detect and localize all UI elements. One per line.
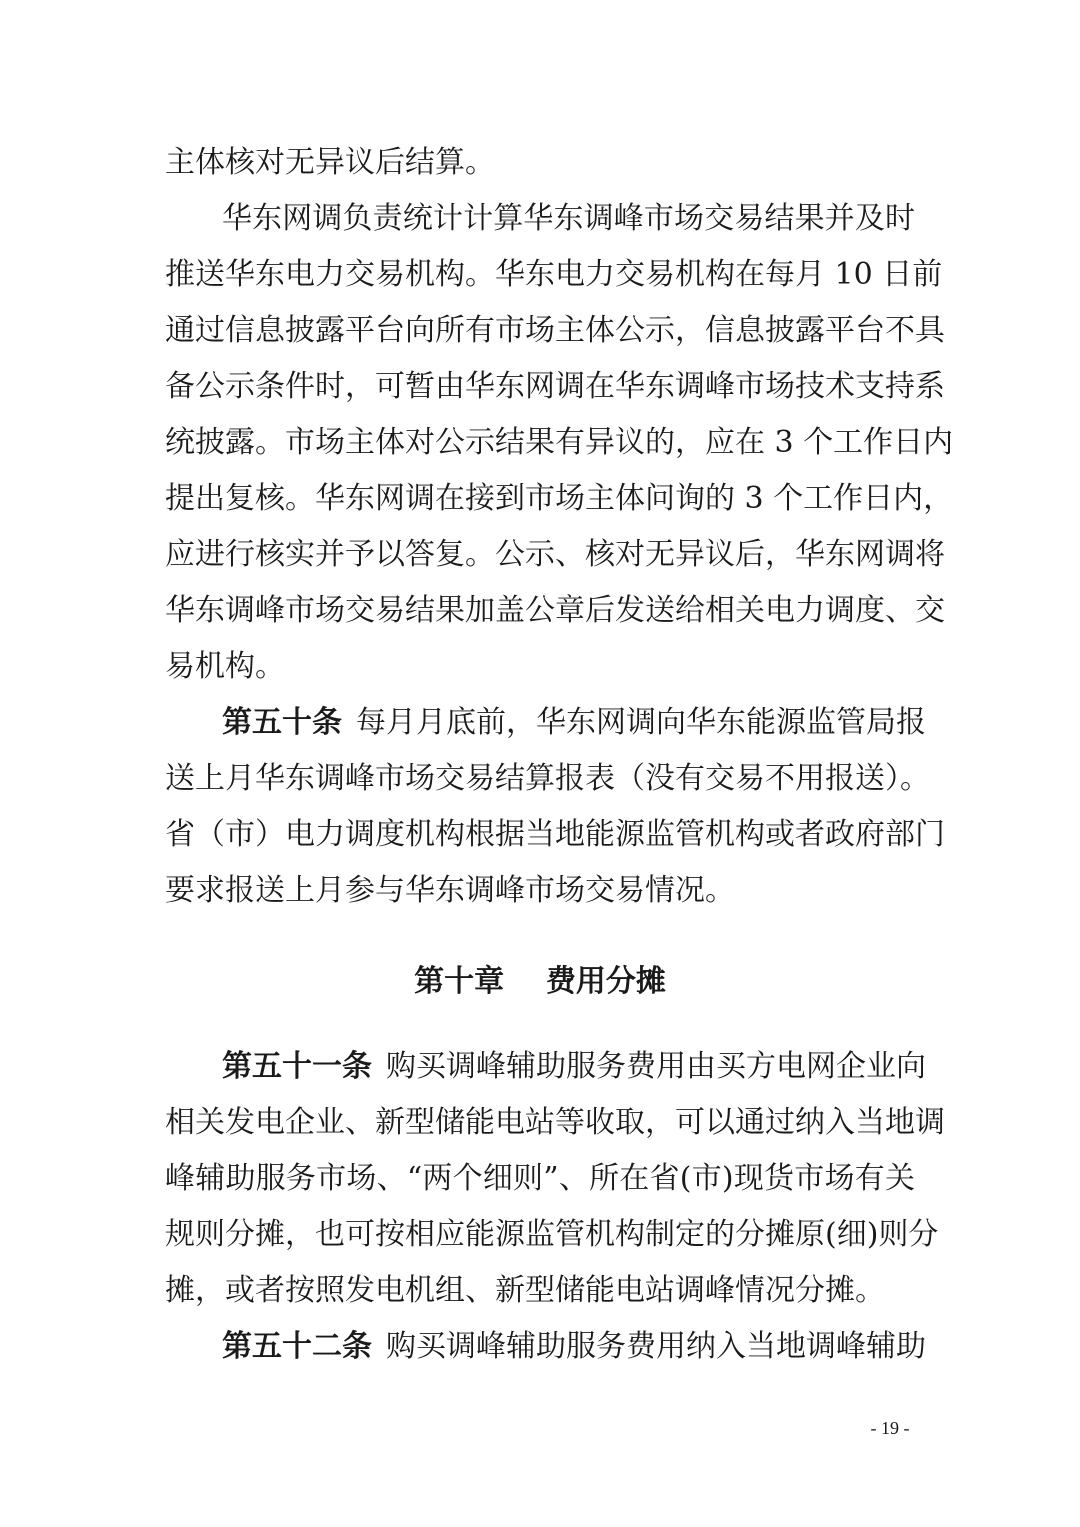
paragraph-line: 应进行核实并予以答复。公示、核对无异议后，华东网调将 xyxy=(165,537,945,572)
article-label: 第五十一条 xyxy=(222,1049,372,1084)
paragraph-line: 相关发电企业、新型储能电站等收取，可以通过纳入当地调 xyxy=(165,1105,945,1140)
paragraph-line: 推送华东电力交易机构。华东电力交易机构在每月 10 日前 xyxy=(165,257,943,292)
paragraph-line: 通过信息披露平台向所有市场主体公示，信息披露平台不具 xyxy=(165,313,945,348)
chapter-heading: 第十章 费用分摊 xyxy=(414,964,666,999)
paragraph-line: 省（市）电力调度机构根据当地能源监管机构或者政府部门 xyxy=(165,817,945,852)
article-text: 每月月底前，华东网调向华东能源监管局报 xyxy=(356,705,926,740)
article-label: 第五十二条 xyxy=(222,1329,372,1364)
article-50-line xyxy=(222,703,926,743)
paragraph-line: 峰辅助服务市场、“两个细则”、所在省(市)现货市场有关 xyxy=(165,1161,915,1196)
paragraph-line: 华东调峰市场交易结果加盖公章后发送给相关电力调度、交 xyxy=(165,593,945,628)
paragraph-line: 统披露。市场主体对公示结果有异议的，应在 3 个工作日内 xyxy=(165,425,954,460)
page-number: - 19 - xyxy=(870,1418,910,1438)
paragraph-line: 要求报送上月参与华东调峰市场交易情况。 xyxy=(165,873,735,908)
paragraph-line: 规则分摊，也可按相应能源监管机构制定的分摊原(细)则分 xyxy=(165,1217,939,1252)
paragraph-line: 摊，或者按照发电机组、新型储能电站调峰情况分摊。 xyxy=(165,1273,885,1308)
article-51-line xyxy=(222,1047,926,1087)
article-52-line xyxy=(222,1327,926,1367)
paragraph-line: 主体核对无异议后结算。 xyxy=(165,145,495,180)
paragraph-line: 易机构。 xyxy=(165,649,285,684)
paragraph-line: 提出复核。华东网调在接到市场主体问询的 3 个工作日内， xyxy=(165,481,954,516)
article-label: 第五十条 xyxy=(222,705,342,740)
paragraph-line: 送上月华东调峰市场交易结算报表（没有交易不用报送）。 xyxy=(165,761,930,796)
article-text: 购买调峰辅助服务费用纳入当地调峰辅助 xyxy=(386,1329,926,1364)
paragraph-line: 华东网调负责统计计算华东调峰市场交易结果并及时 xyxy=(222,201,915,236)
article-text: 购买调峰辅助服务费用由买方电网企业向 xyxy=(386,1049,926,1084)
paragraph-line: 备公示条件时，可暂由华东网调在华东调峰市场技术支持系 xyxy=(165,369,945,404)
